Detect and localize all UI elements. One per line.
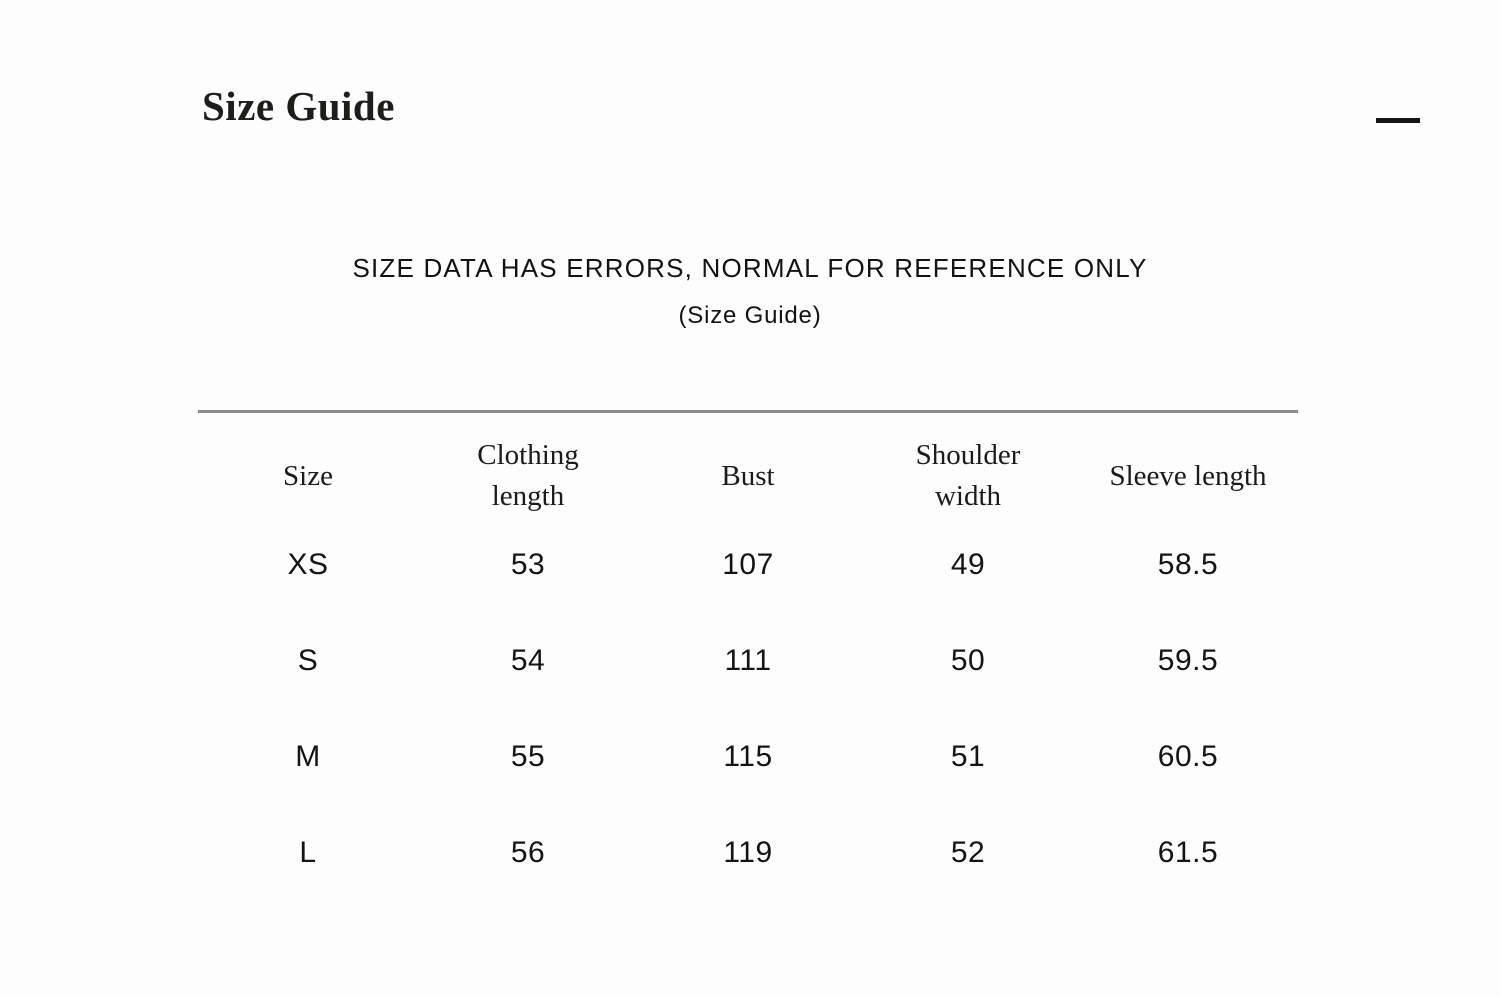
disclaimer-notice bbox=[0, 253, 1500, 331]
table-cell: S bbox=[297, 644, 319, 677]
column-header-shoulder-width: Shoulder width bbox=[915, 439, 1021, 512]
table-cell: 52 bbox=[950, 836, 986, 869]
table-cell: 49 bbox=[950, 548, 986, 581]
collapse-section-button[interactable] bbox=[1362, 100, 1434, 140]
table-cell: 55 bbox=[510, 740, 546, 773]
table-row bbox=[198, 709, 1298, 805]
table-cell: 59.5 bbox=[1157, 644, 1219, 677]
table-header-row bbox=[198, 413, 1298, 517]
table-row bbox=[198, 517, 1298, 613]
disclaimer-text: SIZE DATA HAS ERRORS, NORMAL FOR REFERENCE ONLY bbox=[352, 253, 1148, 283]
table-cell: 51 bbox=[950, 740, 986, 773]
table-row bbox=[198, 805, 1298, 901]
table-cell: 58.5 bbox=[1157, 548, 1219, 581]
table-cell: M bbox=[295, 740, 321, 773]
table-cell: 60.5 bbox=[1157, 740, 1219, 773]
table-cell: 115 bbox=[723, 740, 773, 773]
table-cell: 119 bbox=[723, 836, 773, 869]
table-cell: 53 bbox=[510, 548, 546, 581]
column-header-bust: Bust bbox=[721, 459, 775, 492]
table-cell: 107 bbox=[722, 548, 774, 581]
column-header-size: Size bbox=[283, 459, 333, 492]
table-cell: 54 bbox=[510, 644, 546, 677]
table-row bbox=[198, 613, 1298, 709]
column-header-clothing-length: Clothing length bbox=[477, 439, 579, 512]
page-title: Size Guide bbox=[202, 83, 395, 129]
table-cell: 61.5 bbox=[1157, 836, 1219, 869]
table-cell: 50 bbox=[950, 644, 986, 677]
table-cell: L bbox=[299, 836, 317, 869]
disclaimer-subtext: (Size Guide) bbox=[678, 302, 822, 329]
size-table bbox=[198, 410, 1298, 901]
table-cell: 56 bbox=[510, 836, 546, 869]
table-cell: 111 bbox=[724, 644, 772, 677]
table-cell: XS bbox=[287, 548, 329, 581]
column-header-sleeve-length: Sleeve length bbox=[1109, 459, 1267, 492]
minus-icon bbox=[1376, 118, 1420, 123]
